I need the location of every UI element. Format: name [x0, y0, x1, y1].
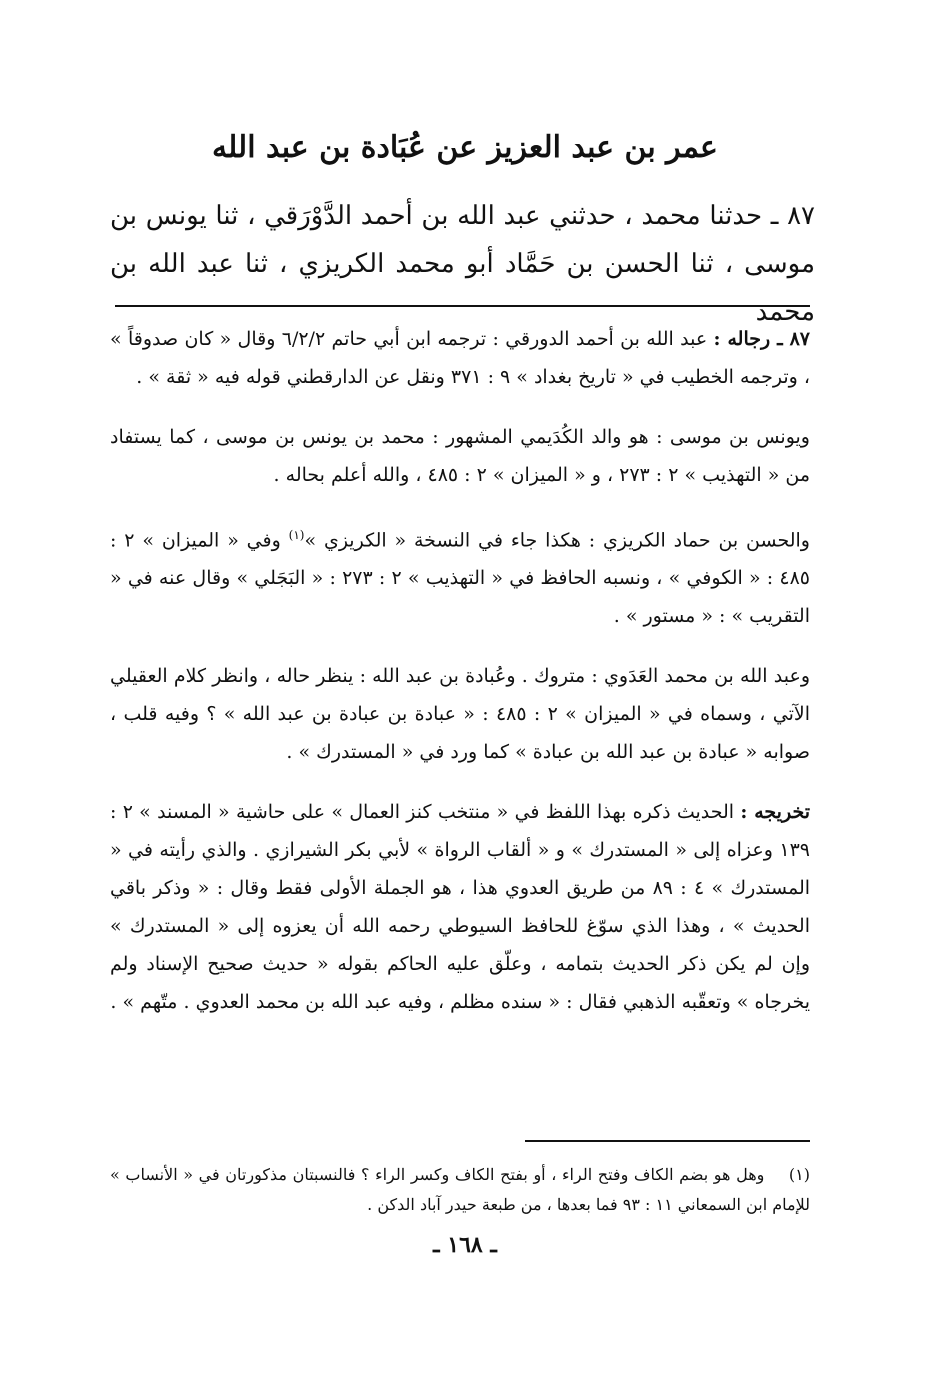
footnote	[110, 1160, 810, 1220]
rijal-text: عبد الله بن أحمد الدورقي : ترجمه ابن أبي حاتم ٦/٢/٢ وقال « كان صدوقاً » ، وترجمه الخطيب في « تاريخ بغداد » ٩ : ٣٧١ ونقل عن الدارقطني قوله فيه « ثقة » .	[110, 328, 810, 388]
page-number: ـ ١٦٨ ـ	[433, 1232, 497, 1258]
footnote-text: وهل هو بضم الكاف وفتح الراء ، أو بفتح الكاف وكسر الراء ؟ فالنسبتان مذكورتان في « الأنساب » للإمام ابن السمعاني ١١ : ٩٣ فما بعدها ، من طبعة حيدر آباد الدكن .	[110, 1165, 810, 1214]
abdullah-paragraph: وعبد الله بن محمد العَدَوي : متروك . وعُبادة بن عبد الله : ينظر حاله ، وانظر كلام العقيلي الآتي ، وسماه في « الميزان » ٢ : ٤٨٥ : « عبادة بن عبادة بن عبد الله » ؟ وفيه قلب ، صوابه « عبادة بن عبد الله بن عبادة » كما ورد في « المستدرك » .	[110, 665, 811, 764]
takhrij-text: الحديث ذكره بهذا اللفظ في « منتخب كنز العمال » على حاشية « المسند » ٢ : ١٣٩ وعزاه إلى « المستدرك » و « ألقاب الرواة » لأبي بكر الشيرازي . والذي رأيته في « المستدرك » ٤ : ٨٩ من طريق العدوي هذا ، هو الجملة الأولى فقط وقال : « وذكر باقي الحديث » ، وهذا الذي سوّغ للحافظ السيوطي رحمه الله أن يعزوه إلى « المستدرك » وإن لم يكن ذكر الحديث بتمامه ، وعلّق عليه الحاكم بقوله « حديث صحيح الإسناد ولم يخرجاه » وتعقّبه الذهبي فقال : « سنده مظلم ، وفيه عبد الله بن محمد العدوي . متّهم » .	[110, 801, 811, 1014]
takhrij-paragraph	[110, 793, 810, 1021]
footnote-reference[interactable]: (١)	[288, 528, 305, 542]
takhrij-label: تخريجه :	[740, 801, 810, 824]
footnote-separator	[525, 1140, 810, 1142]
chapter-title: عمر بن عبد العزيز عن عُبَادة بن عبد الله	[212, 130, 718, 165]
hadith-chain: ٨٧ ـ حدثنا محمد ، حدثني عبد الله بن أحمد الدَّوْرَقي ، ثنا يونس بن موسى ، ثنا الحسن بن حَمَّاد أبو محمد الكريزي ، ثنا عبد الله بن محمد	[110, 201, 815, 327]
hasan-text-2: وفي « الميزان » ٢ : ٤٨٥ : « الكوفي » ، ونسبه الحافظ في « التهذيب » ٢ : ٢٧٣ : « البَجَلي » وقال عنه في « التقريب » : « مستور » .	[110, 529, 810, 628]
yunus-paragraph: ويونس بن موسى : هو والد الكُدَيمي المشهور : محمد بن يونس بن موسى ، كما يستفاد من « التهذيب » ٢ : ٢٧٣ ، و « الميزان » ٢ : ٤٨٥ ، والله أعلم بحاله .	[110, 426, 810, 486]
hasan-paragraph	[110, 516, 810, 635]
commentary-block	[110, 320, 810, 1043]
hasan-text-1: والحسن بن حماد الكريزي : هكذا جاء في النسخة « الكريزي »	[304, 529, 810, 552]
hadith-text-block	[110, 192, 815, 336]
footnote-number: (١)	[788, 1165, 810, 1184]
separator-rule	[115, 305, 810, 307]
rijal-paragraph	[110, 320, 810, 396]
rijal-label: ٨٧ ـ رجاله :	[713, 328, 810, 350]
